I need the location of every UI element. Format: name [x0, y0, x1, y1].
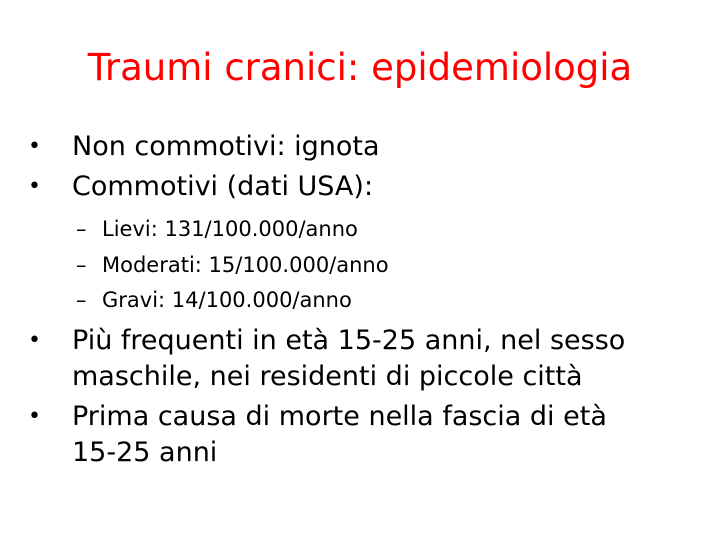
bullet-text: Più frequenti in età 15-25 anni, nel sesso — [72, 325, 626, 356]
bullet-marker: • — [28, 404, 41, 429]
bullet-text-continuation: maschile, nei residenti di piccole città — [72, 361, 583, 392]
bullet-marker: • — [28, 328, 41, 353]
slide-title: Traumi cranici: epidemiologia — [87, 46, 633, 89]
bullet-marker: • — [28, 134, 41, 159]
sub-marker: – — [76, 253, 87, 277]
sub-marker: – — [76, 217, 87, 241]
bullet-text: Commotivi (dati USA): — [72, 171, 374, 202]
bullet-text: Non commotivi: ignota — [72, 131, 380, 162]
bullet-marker: • — [28, 174, 41, 199]
sub-marker: – — [76, 288, 87, 312]
bullet-text-continuation: 15-25 anni — [72, 437, 218, 468]
sub-text: Moderati: 15/100.000/anno — [102, 253, 389, 277]
bullet-text: Prima causa di morte nella fascia di età — [72, 401, 607, 432]
sub-text: Lievi: 131/100.000/anno — [102, 217, 358, 241]
sub-text: Gravi: 14/100.000/anno — [102, 288, 352, 312]
